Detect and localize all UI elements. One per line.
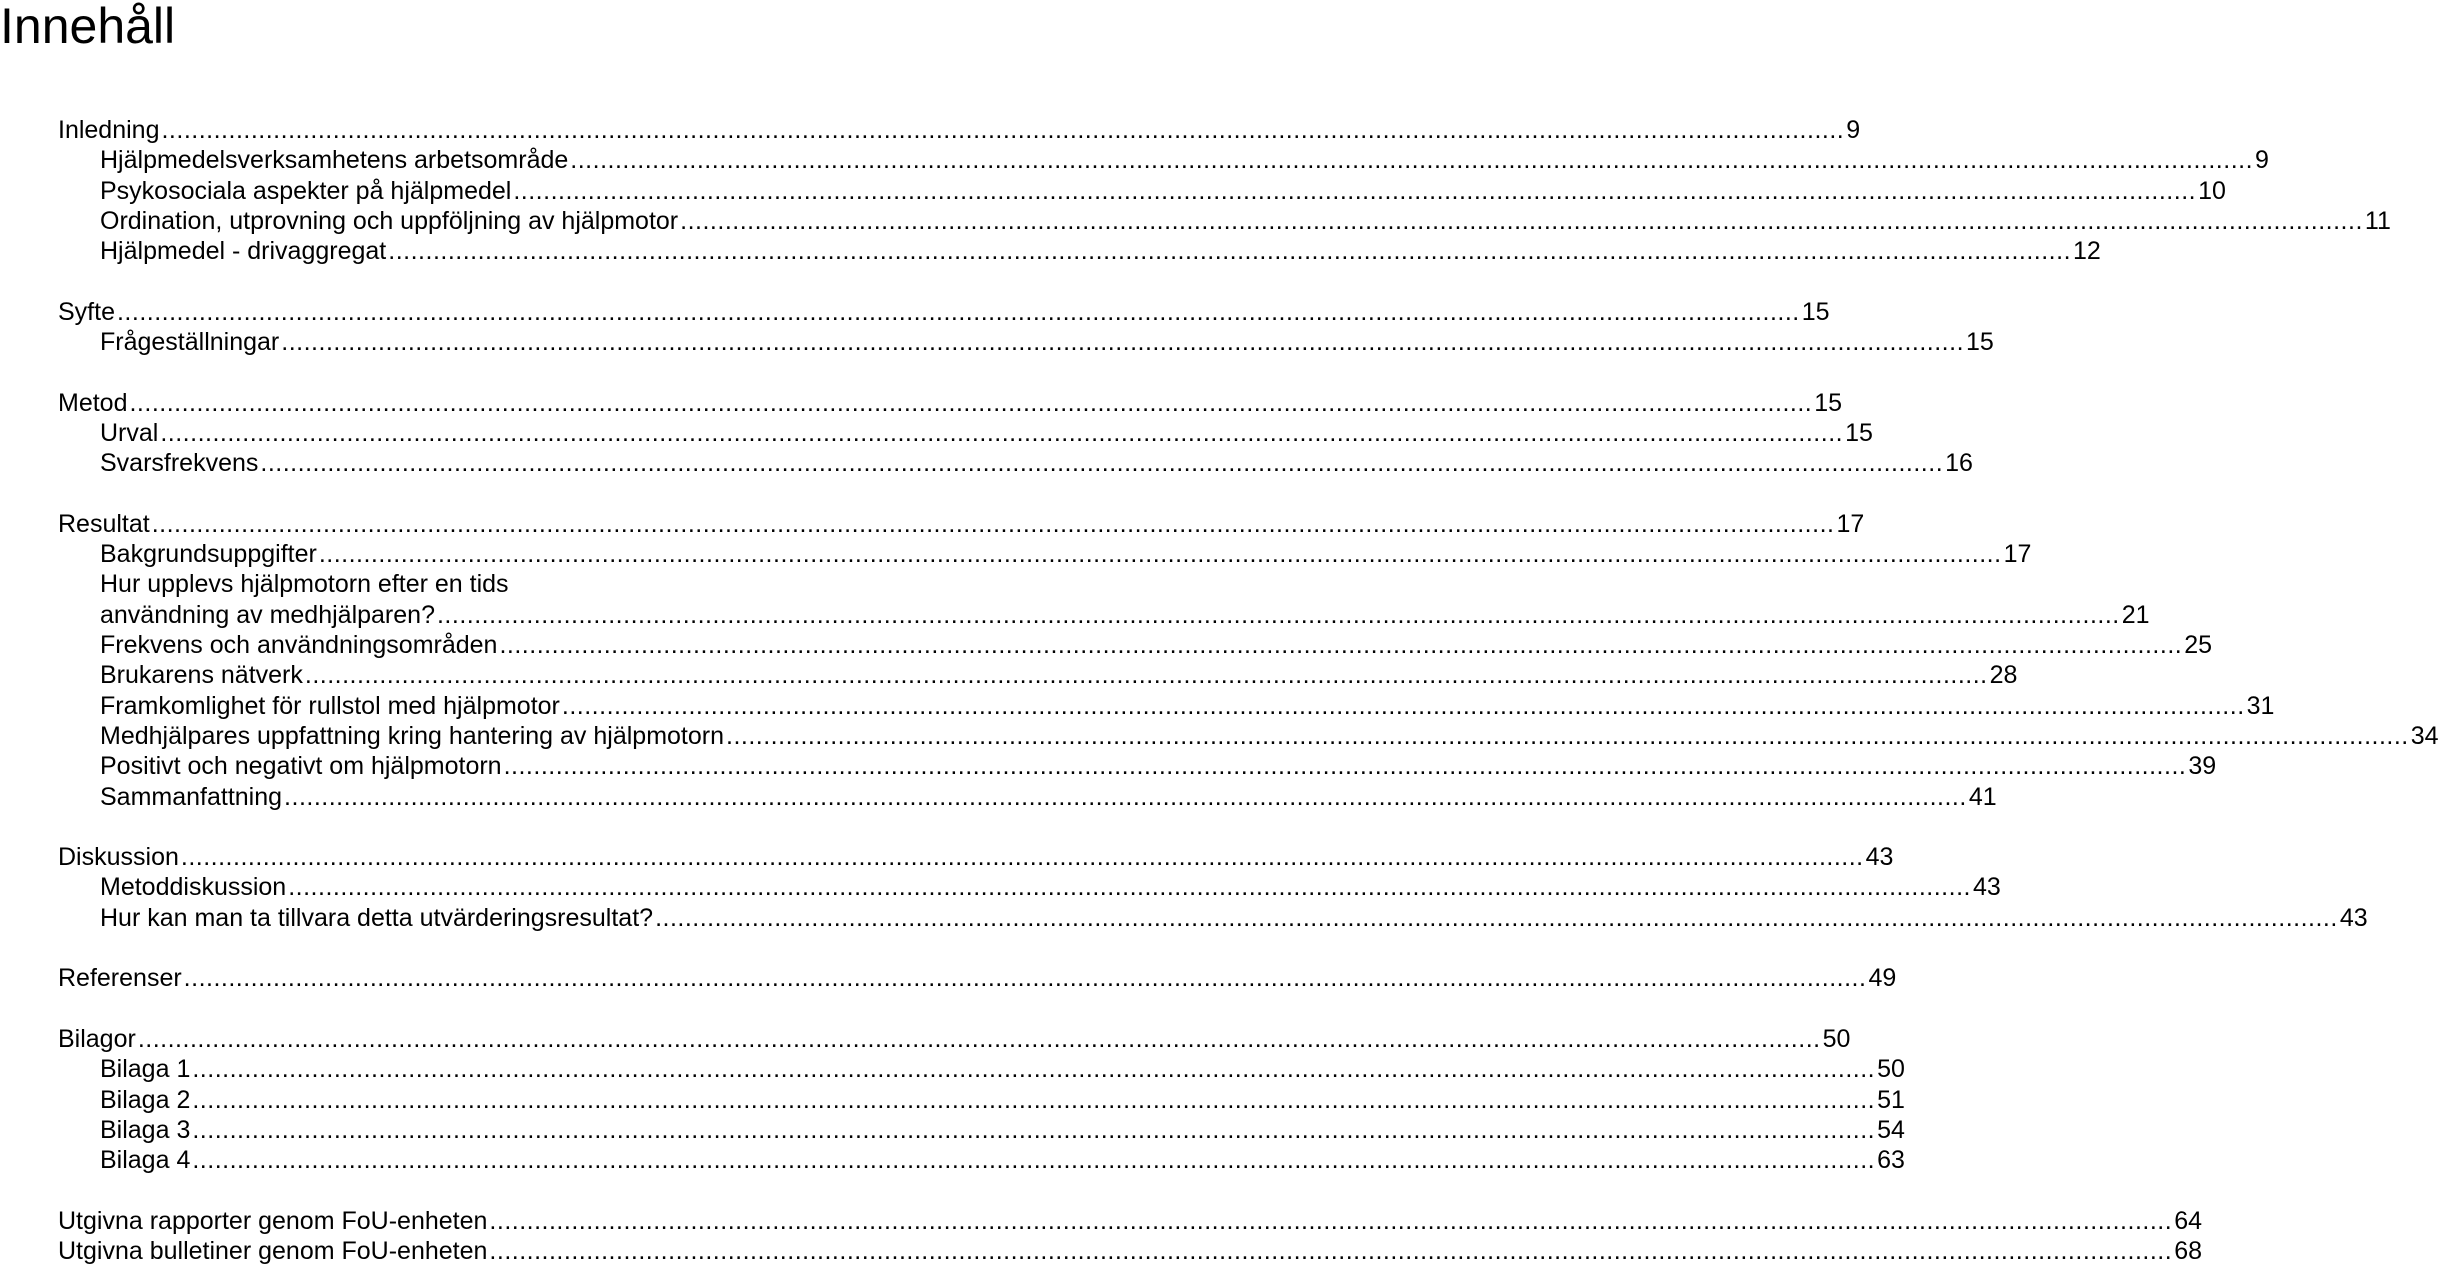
toc-entry[interactable] [58,418,1873,448]
dot-leader [181,842,1864,872]
toc-page-number: 50 [1877,1055,1905,1084]
toc-entry[interactable] [58,115,1861,145]
toc-entry-label: Frågeställningar [100,328,280,357]
toc-page-number: 50 [1822,1024,1851,1053]
toc-entry[interactable] [58,1236,2202,1266]
toc-entry[interactable] [58,842,1894,872]
toc-entry[interactable] [58,509,1865,539]
toc-entry-label: Bilaga 1 [100,1055,191,1084]
toc-entry[interactable] [58,297,1830,327]
toc-page-number: 12 [2073,237,2101,266]
dot-leader [192,1054,1875,1084]
toc-page-number: 43 [1865,843,1894,872]
toc-page-number: 10 [2198,176,2226,205]
toc-page-number: 9 [1846,116,1861,144]
toc-page-number: 43 [1972,873,2001,902]
toc-group [58,388,1973,479]
toc-group [58,1024,1905,1175]
toc-entry[interactable] [58,903,2368,933]
toc-page-number: 43 [2339,903,2368,932]
dot-leader [489,1206,2172,1236]
toc-entry-label: Hjälpmedel - drivaggregat [100,237,387,266]
toc-page-number: 15 [1814,388,1843,417]
dot-leader [288,872,1971,902]
dot-leader [726,721,2409,751]
toc-entry-label: Hur kan man ta tillvara detta utvärderingsresultat? [100,903,654,932]
dot-leader [680,206,2363,236]
toc-group [58,1206,2202,1267]
toc-page-number: 9 [2255,146,2269,175]
toc-entry[interactable] [58,721,2439,751]
toc-page-number: 17 [1836,509,1865,538]
dot-leader [562,691,2245,721]
dot-leader [388,236,2071,266]
toc-entry[interactable] [58,630,2213,660]
toc-entry-label: Inledning [58,116,160,144]
dot-leader [499,630,2182,660]
toc-page-number: 63 [1877,1146,1905,1175]
toc-entry-label: Positivt och negativt om hjälpmotorn [100,752,502,781]
toc-entry[interactable] [58,327,1994,357]
toc-page-number: 17 [2003,540,2032,569]
toc-entry-label: Referenser [58,964,182,993]
toc-page-number: 49 [1868,964,1897,993]
toc-entry[interactable] [58,206,2391,236]
toc-entry[interactable] [58,963,1897,993]
toc-page-number: 28 [1989,661,2018,690]
toc-entry[interactable] [58,1054,1905,1084]
toc-page-number: 15 [1845,418,1873,447]
dot-leader [284,782,1967,812]
toc-group [58,115,2391,266]
dot-leader [504,751,2187,781]
toc-entry-label: Ordination, utprovning och uppföljning av hjälpmotor [100,206,679,235]
toc-entry-label: Syfte [58,297,115,326]
toc-entry-label: Resultat [58,509,150,538]
toc-entry-label: Urval [100,418,159,447]
toc-entry-label: Medhjälpares uppfattning kring hantering av hjälpmotorn [100,721,724,750]
toc-page-number: 25 [2184,631,2213,660]
toc-page-number: 11 [2364,206,2391,235]
toc-page-number: 31 [2246,691,2275,720]
toc-entry[interactable] [58,1085,1905,1115]
toc-page-number: 68 [2174,1236,2202,1265]
toc-entry-label: Psykosociala aspekter på hjälpmedel [100,176,512,205]
toc-page-number: 39 [2188,752,2217,781]
dot-leader [192,1085,1875,1115]
toc-entry-label: Bilagor [58,1024,136,1053]
table-of-contents [58,115,2439,1266]
toc-entry-label: Brukarens nätverk [100,661,303,690]
dot-leader [161,115,1844,145]
toc-page-number: 34 [2410,721,2439,750]
toc-entry-label: Metod [58,388,128,417]
toc-entry-label: Bilaga 4 [100,1146,191,1175]
dot-leader [305,660,1988,690]
toc-entry-label: Bilaga 3 [100,1115,191,1144]
toc-page-number: 15 [1966,328,1994,357]
toc-page-number: 64 [2174,1206,2202,1235]
toc-entry[interactable] [58,691,2275,721]
dot-leader [160,418,1843,448]
dot-leader [319,539,2002,569]
toc-entry-label: Bakgrundsuppgifter [100,540,317,569]
dot-leader [117,297,1800,327]
dot-leader [192,1115,1875,1145]
toc-entry-label: Svarsfrekvens [100,449,259,478]
toc-entry-label: Diskussion [58,843,179,872]
toc-page-number: 15 [1801,297,1830,326]
toc-entry[interactable] [58,448,1973,478]
toc-entry-label: användning av medhjälparen? [100,600,435,629]
toc-entry[interactable] [58,145,2269,175]
toc-group [58,509,2439,812]
toc-entry-label: Bilaga 2 [100,1085,191,1114]
toc-entry[interactable] [58,600,2150,630]
toc-entry[interactable] [58,176,2226,206]
dot-leader [138,1024,1821,1054]
page-title: Innehåll [0,0,176,54]
toc-entry[interactable] [58,1115,1905,1145]
toc-entry[interactable] [58,1024,1851,1054]
toc-entry[interactable] [58,1145,1905,1175]
toc-entry-label: Framkomlighet för rullstol med hjälpmotor [100,691,560,720]
toc-group [58,297,1994,358]
toc-entry-line[interactable] [58,569,958,599]
dot-leader [655,903,2338,933]
toc-entry-label: Sammanfattning [100,782,283,811]
toc-entry-label: Frekvens och användningsområden [100,631,498,660]
dot-leader [513,176,2196,206]
toc-entry[interactable] [58,539,2032,569]
toc-page-number: 51 [1877,1085,1905,1114]
toc-page-number: 16 [1945,449,1973,478]
dot-leader [184,963,1867,993]
toc-entry-label: Hjälpmedelsverksamhetens arbetsområde [100,146,569,175]
toc-entry[interactable] [58,782,1997,812]
toc-entry[interactable] [58,872,2001,902]
toc-entry-label: Utgivna bulletiner genom FoU-enheten [58,1236,488,1265]
dot-leader [570,145,2253,175]
toc-page-number: 54 [1877,1115,1905,1144]
dot-leader [489,1236,2172,1266]
toc-entry-label: Hur upplevs hjälpmotorn efter en tids [100,570,509,599]
dot-leader [437,600,2120,630]
toc-entry-label: Utgivna rapporter genom FoU-enheten [58,1206,488,1235]
dot-leader [129,388,1812,418]
dot-leader [152,509,1835,539]
dot-leader [192,1145,1875,1175]
dot-leader [281,327,1964,357]
toc-entry[interactable] [58,236,2101,266]
toc-page-number: 21 [2121,600,2150,629]
toc-group [58,842,2368,933]
toc-entry[interactable] [58,388,1843,418]
toc-entry[interactable] [58,1206,2202,1236]
dot-leader [260,448,1943,478]
toc-group [58,963,1897,993]
toc-entry[interactable] [58,660,2018,690]
toc-entry-label: Metoddiskussion [100,873,287,902]
toc-entry[interactable] [58,751,2217,781]
toc-page-number: 41 [1968,782,1997,811]
